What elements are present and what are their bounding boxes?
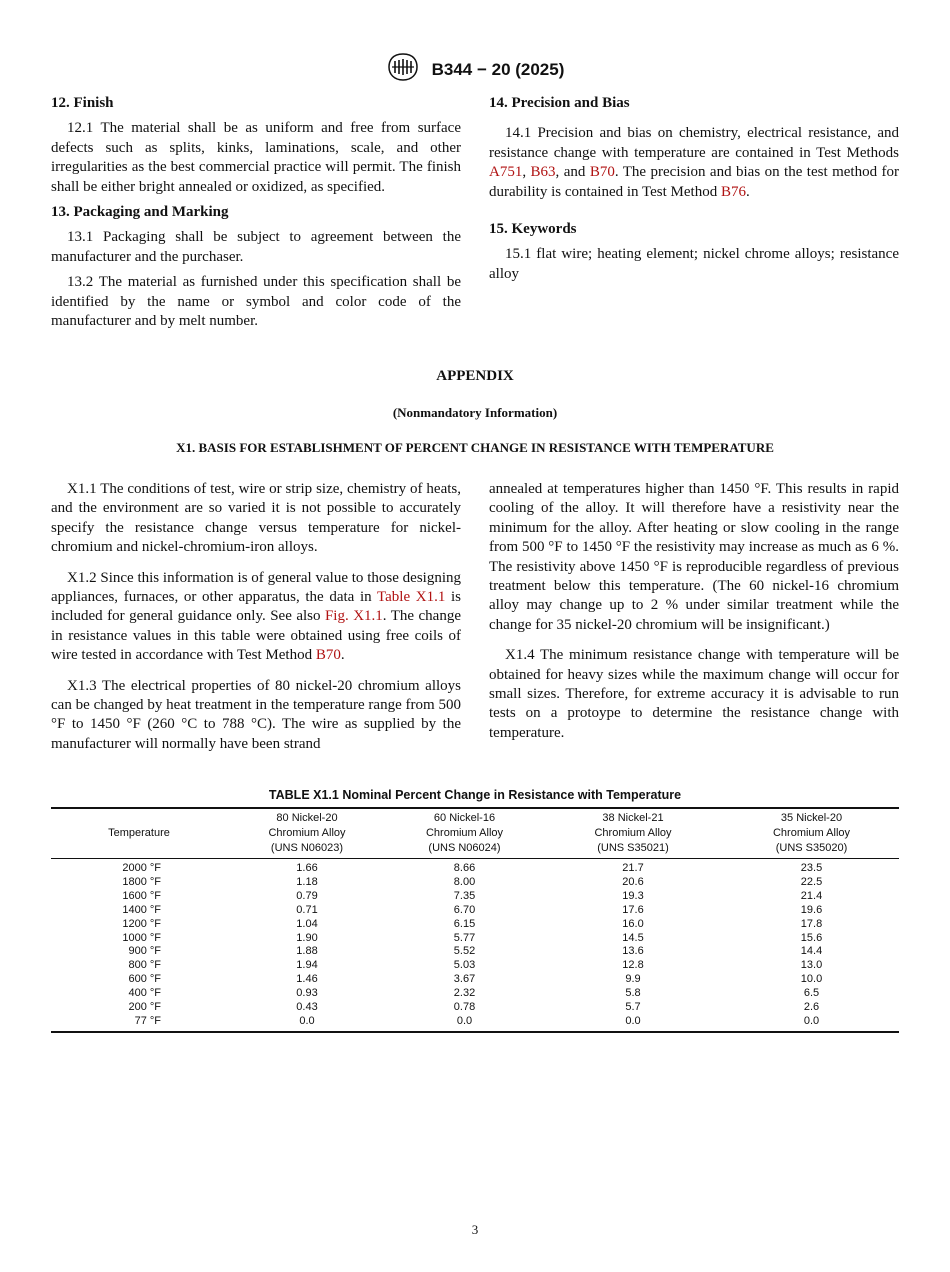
value-cell: 8.00: [453, 875, 476, 888]
value-cell: 1.04: [296, 917, 318, 930]
table-row: [51, 959, 899, 973]
value-cell: 0.0: [542, 1015, 724, 1032]
link-table-x1-1[interactable]: Table X1.1: [377, 589, 446, 606]
link-fig-x1-1[interactable]: Fig. X1.1: [324, 608, 383, 625]
astm-logo-icon: [386, 52, 420, 87]
document-designation: B344 − 20 (2025): [431, 59, 565, 79]
appendix-subtitle: (Nonmandatory Information): [392, 405, 558, 420]
section-15-heading: 15. Keywords: [489, 221, 577, 238]
value-cell: 1.66: [296, 862, 318, 874]
link-b76[interactable]: B76: [720, 183, 746, 200]
value-cell: 8.66: [453, 862, 476, 874]
table-header-row: [51, 808, 899, 859]
header-temperature: Temperature: [51, 808, 227, 859]
table-row: [51, 1015, 899, 1032]
page-number: 3: [471, 1222, 479, 1237]
value-cell: 1.46: [296, 973, 318, 986]
value-cell: 7.35: [453, 889, 476, 902]
value-cell: 19.6: [800, 903, 823, 916]
value-cell: 16.0: [622, 917, 644, 930]
value-cell: 21.7: [622, 862, 644, 874]
table-row: [51, 918, 899, 932]
temperature-cell: 1200 °F: [122, 917, 161, 930]
value-cell: 0.79: [296, 889, 318, 902]
value-cell: 13.0: [800, 959, 823, 972]
value-cell: 14.4: [800, 945, 823, 958]
temperature-cell: 800 °F: [128, 959, 161, 972]
value-cell: 2.6: [803, 1001, 820, 1014]
table-row: [51, 859, 899, 876]
value-cell: 0.78: [453, 1001, 476, 1014]
paragraph-x1-1: X1.1 The conditions of test, wire or strip size, chemistry of heats, and the environment are so varied it is not possible to accurately specify the resistance change versus temperature for nickel-chromium and nickel-chromium-iron alloys.: [51, 481, 461, 556]
value-cell: 6.70: [453, 903, 476, 916]
value-cell: 0.0: [724, 1015, 899, 1032]
resistance-change-table: [51, 807, 899, 1033]
temperature-cell: 200 °F: [128, 1001, 161, 1014]
table-row: [51, 904, 899, 918]
paragraph-x1-4: X1.4 The minimum resistance change with temperature will be obtained for heavy sizes while the maximum change will occur for small sizes. Therefore, for extreme accuracy it is advisable to run tests on a protoype to determine the resistance change with temperature.: [489, 647, 899, 741]
value-cell: 1.94: [296, 959, 318, 972]
temperature-cell: 1800 °F: [122, 875, 161, 888]
paragraph-15-1: 15.1 flat wire; heating element; nickel chrome alloys; resistance alloy: [489, 246, 899, 282]
appendix-left-column: [51, 480, 461, 760]
link-b70-appendix[interactable]: B70: [315, 647, 341, 664]
header-38-nickel-21: 38 Nickel-21 Chromium Alloy (UNS S35021): [542, 808, 724, 859]
header-35-nickel-20: 35 Nickel-20 Chromium Alloy (UNS S35020): [724, 808, 899, 859]
link-b70[interactable]: B70: [589, 164, 615, 181]
value-cell: 23.5: [800, 862, 823, 874]
value-cell: 22.5: [800, 875, 823, 888]
value-cell: 6.5: [803, 987, 820, 1000]
value-cell: 0.0: [227, 1015, 387, 1032]
table-row: [51, 973, 899, 987]
temperature-cell: 600 °F: [128, 973, 161, 986]
temperature-cell: 1400 °F: [122, 903, 161, 916]
value-cell: 9.9: [625, 973, 641, 986]
value-cell: 15.6: [800, 931, 823, 944]
paragraph-x1-3-part1: X1.3 The electrical properties of 80 nickel-20 chromium alloys can be changed by heat treatment in the temperature range from 500 °F to 1450 °F (260 °C to 788 °C). The wire as supplied by the manufacturer will normally have been strand: [51, 677, 461, 752]
value-cell: 0.71: [296, 903, 318, 916]
paragraph-14-1: 14.1 Precision and bias on chemistry, electrical resistance, and resistance change with temperature are contained in Test Methods A751, B63, and B70. The precision and bias on the test method for durability is contained in Test Method B76.: [489, 125, 899, 200]
appendix-title: APPENDIX: [436, 368, 514, 384]
value-cell: 10.0: [800, 973, 823, 986]
header-80-nickel-20: 80 Nickel-20 Chromium Alloy (UNS N06023): [227, 808, 387, 859]
value-cell: 1.18: [296, 875, 318, 888]
value-cell: 13.6: [622, 945, 644, 958]
temperature-cell: 1600 °F: [122, 889, 161, 902]
value-cell: 1.90: [296, 931, 318, 944]
value-cell: 5.8: [625, 987, 641, 1000]
paragraph-12-1: 12.1 The material shall be as uniform and free from surface defects such as splits, kinks, laminations, scale, and other irregularities as the best commercial practice will permit. The finish shall be either bright annealed or oxidized, as specified.: [51, 120, 461, 195]
right-column-top: [489, 94, 899, 290]
value-cell: 3.67: [453, 973, 476, 986]
table-caption: TABLE X1.1 Nominal Percent Change in Resistance with Temperature: [268, 788, 682, 802]
value-cell: 0.0: [387, 1015, 542, 1032]
value-cell: 12.8: [622, 959, 644, 972]
left-column-top: [51, 94, 461, 337]
value-cell: 6.15: [453, 917, 476, 930]
temperature-cell: 900 °F: [128, 945, 161, 958]
section-12-heading: 12. Finish: [51, 95, 114, 111]
temperature-cell: 1000 °F: [122, 931, 161, 944]
header-60-nickel-16: 60 Nickel-16 Chromium Alloy (UNS N06024): [387, 808, 542, 859]
table-row: [51, 945, 899, 959]
paragraph-13-1: 13.1 Packaging shall be subject to agreement between the manufacturer and the purchaser.: [51, 229, 461, 265]
section-13-heading: 13. Packaging and Marking: [51, 204, 229, 221]
value-cell: 14.5: [622, 931, 644, 944]
table-row: [51, 932, 899, 946]
temperature-cell: 77 °F: [51, 1015, 227, 1032]
value-cell: 20.6: [622, 875, 644, 888]
table-row: [51, 987, 899, 1001]
appendix-right-column: [489, 480, 899, 749]
paragraph-13-2: 13.2 The material as furnished under this specification shall be identified by the name or symbol and color code of the manufacturer and by melt number.: [51, 274, 461, 330]
temperature-cell: 2000 °F: [122, 862, 161, 874]
paragraph-x1-3-part2: annealed at temperatures higher than 1450 °F. This results in rapid cooling of the alloy. It will therefore have a resistivity near the minimum for the alloy. After heating or slow cooling in the range from 500 °F to 1450 °F the resistivity may increase as much as 6 %. The resistivity above 1450 °F is reproducible regardless of previous treatment below this temperature. (The 60 nickel-16 chromium alloy may change up to 2 % under similar treatment while the change for 35 nickel-20 chromium will be insignificant.): [489, 481, 899, 633]
value-cell: 19.3: [622, 889, 644, 902]
table-body: [51, 859, 899, 1032]
link-a751[interactable]: A751: [489, 164, 523, 181]
value-cell: 5.03: [453, 959, 476, 972]
value-cell: 1.88: [296, 945, 318, 958]
page-header: [0, 52, 950, 87]
value-cell: 5.77: [453, 931, 476, 944]
x1-title: X1. BASIS FOR ESTABLISHMENT OF PERCENT CHANGE IN RESISTANCE WITH TEMPERATURE: [176, 440, 774, 455]
section-14-heading: 14. Precision and Bias: [489, 95, 630, 111]
value-cell: 17.8: [800, 917, 823, 930]
paragraph-x1-2: X1.2 Since this information is of general value to those designing appliances, furnaces, or other apparatus, the data in Table X1.1 is included for general guidance only. See also Fig. X1.1. The change in resistance values in this table were obtained using free coils of wire tested in accordance with Test Method B70.: [51, 569, 461, 664]
temperature-cell: 400 °F: [128, 987, 161, 1000]
value-cell: 2.32: [453, 987, 476, 1000]
value-cell: 5.7: [625, 1001, 641, 1014]
value-cell: 0.93: [296, 987, 318, 1000]
value-cell: 21.4: [800, 889, 823, 902]
table-row: [51, 876, 899, 890]
link-b63[interactable]: B63: [530, 164, 556, 181]
table-row: [51, 890, 899, 904]
value-cell: 17.6: [622, 903, 644, 916]
table-row: [51, 1001, 899, 1015]
value-cell: 5.52: [453, 945, 476, 958]
value-cell: 0.43: [296, 1001, 318, 1014]
